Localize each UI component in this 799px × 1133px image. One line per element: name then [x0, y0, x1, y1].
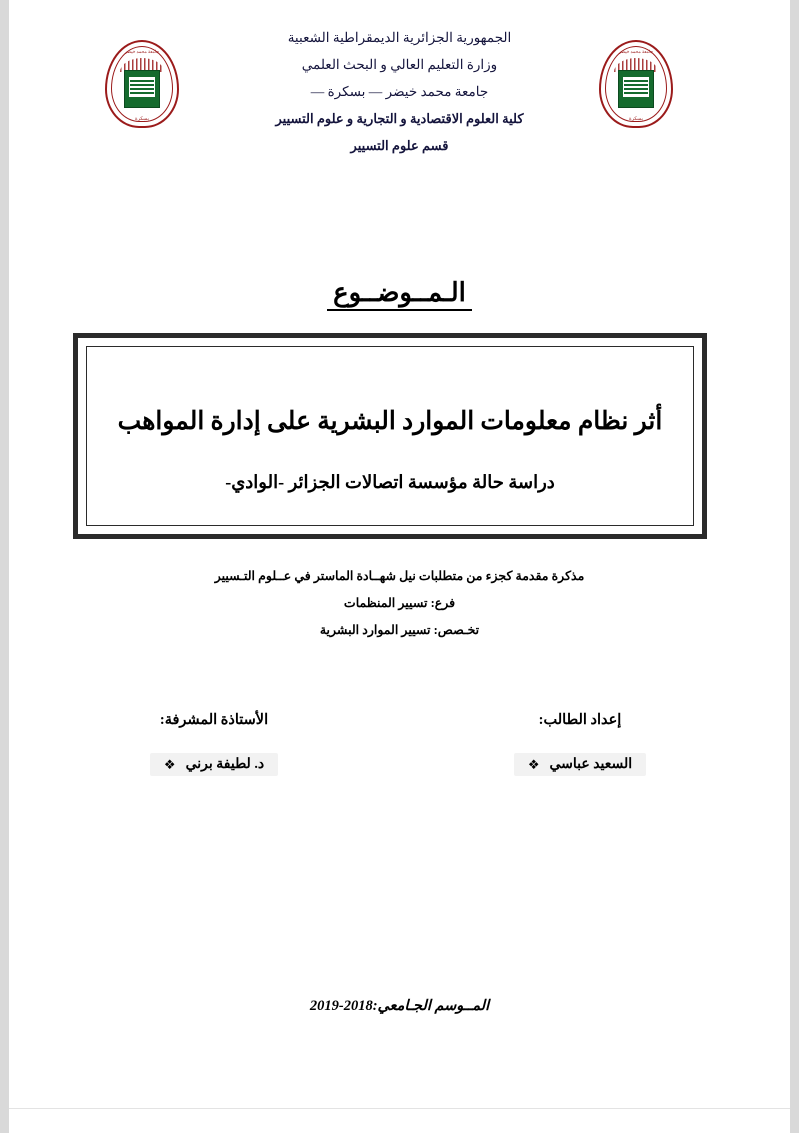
emblem-right-base-text: بسكرة: [629, 117, 643, 122]
header-line-republic: الجمهورية الجزائرية الديمقراطية الشعبية: [287, 30, 512, 45]
degree-statement: [9, 568, 790, 649]
student-name-row: [514, 753, 646, 776]
page-bottom-band: [9, 1108, 790, 1133]
emblem-left-base-text: بسكرة: [135, 117, 149, 122]
header-text-block: [9, 30, 790, 165]
supervisor-role-label: الأستاذة المشرفة:: [159, 712, 269, 728]
people-section: [9, 712, 790, 822]
degree-line-branch: فرع: تسيير المنظمات: [343, 596, 456, 610]
student-name: السعيد عباسي: [549, 757, 633, 772]
header-line-faculty: كلية العلوم الاقتصادية و التجارية و علوم التسيير: [275, 111, 524, 126]
thesis-title-box: [73, 333, 707, 539]
page-gutter-left: [0, 0, 9, 1132]
page-gutter-right: [790, 0, 799, 1132]
diamond-bullet-icon: ❖: [527, 756, 540, 772]
thesis-title-subtitle: دراسة حالة مؤسسة اتصالات الجزائر -الوادي-: [225, 472, 555, 492]
emblem-right-arc-text: جامعة محمد خيضر: [618, 49, 654, 54]
subject-label-text: الـمــوضــوع: [327, 278, 472, 311]
title-box-inner-frame: [86, 346, 694, 526]
academic-year: المــوسم الجـامعي:2018-2019: [309, 998, 490, 1014]
supervisor-name-row: [150, 753, 278, 776]
page-sheet: [9, 0, 790, 1108]
degree-line-1: مذكرة مقدمة كجزء من متطلبات نيل شهــادة الماستر في عــلوم التـسيير: [214, 569, 585, 583]
diamond-bullet-icon: ❖: [163, 756, 176, 772]
header-line-university: جامعة محمد خيضر — بسكرة —: [310, 84, 489, 99]
header-line-ministry: وزارة التعليم العالي و البحث العلمي: [301, 57, 498, 72]
degree-line-specialty: تخـصص: تسيير الموارد البشرية: [319, 623, 480, 637]
supervisor-name: د. لطيفة برني: [185, 757, 265, 772]
thesis-title-main: أثر نظام معلومات الموارد البشرية على إدارة المواهب: [117, 408, 663, 435]
student-block: [430, 712, 730, 776]
header-line-department: قسم علوم التسيير: [350, 138, 449, 153]
document-header: [9, 30, 790, 160]
emblem-left-arc-text: جامعة محمد خيضر: [124, 49, 160, 54]
supervisor-block: [64, 712, 364, 776]
student-role-label: إعداد الطالب:: [538, 712, 622, 728]
subject-label: [9, 278, 790, 308]
